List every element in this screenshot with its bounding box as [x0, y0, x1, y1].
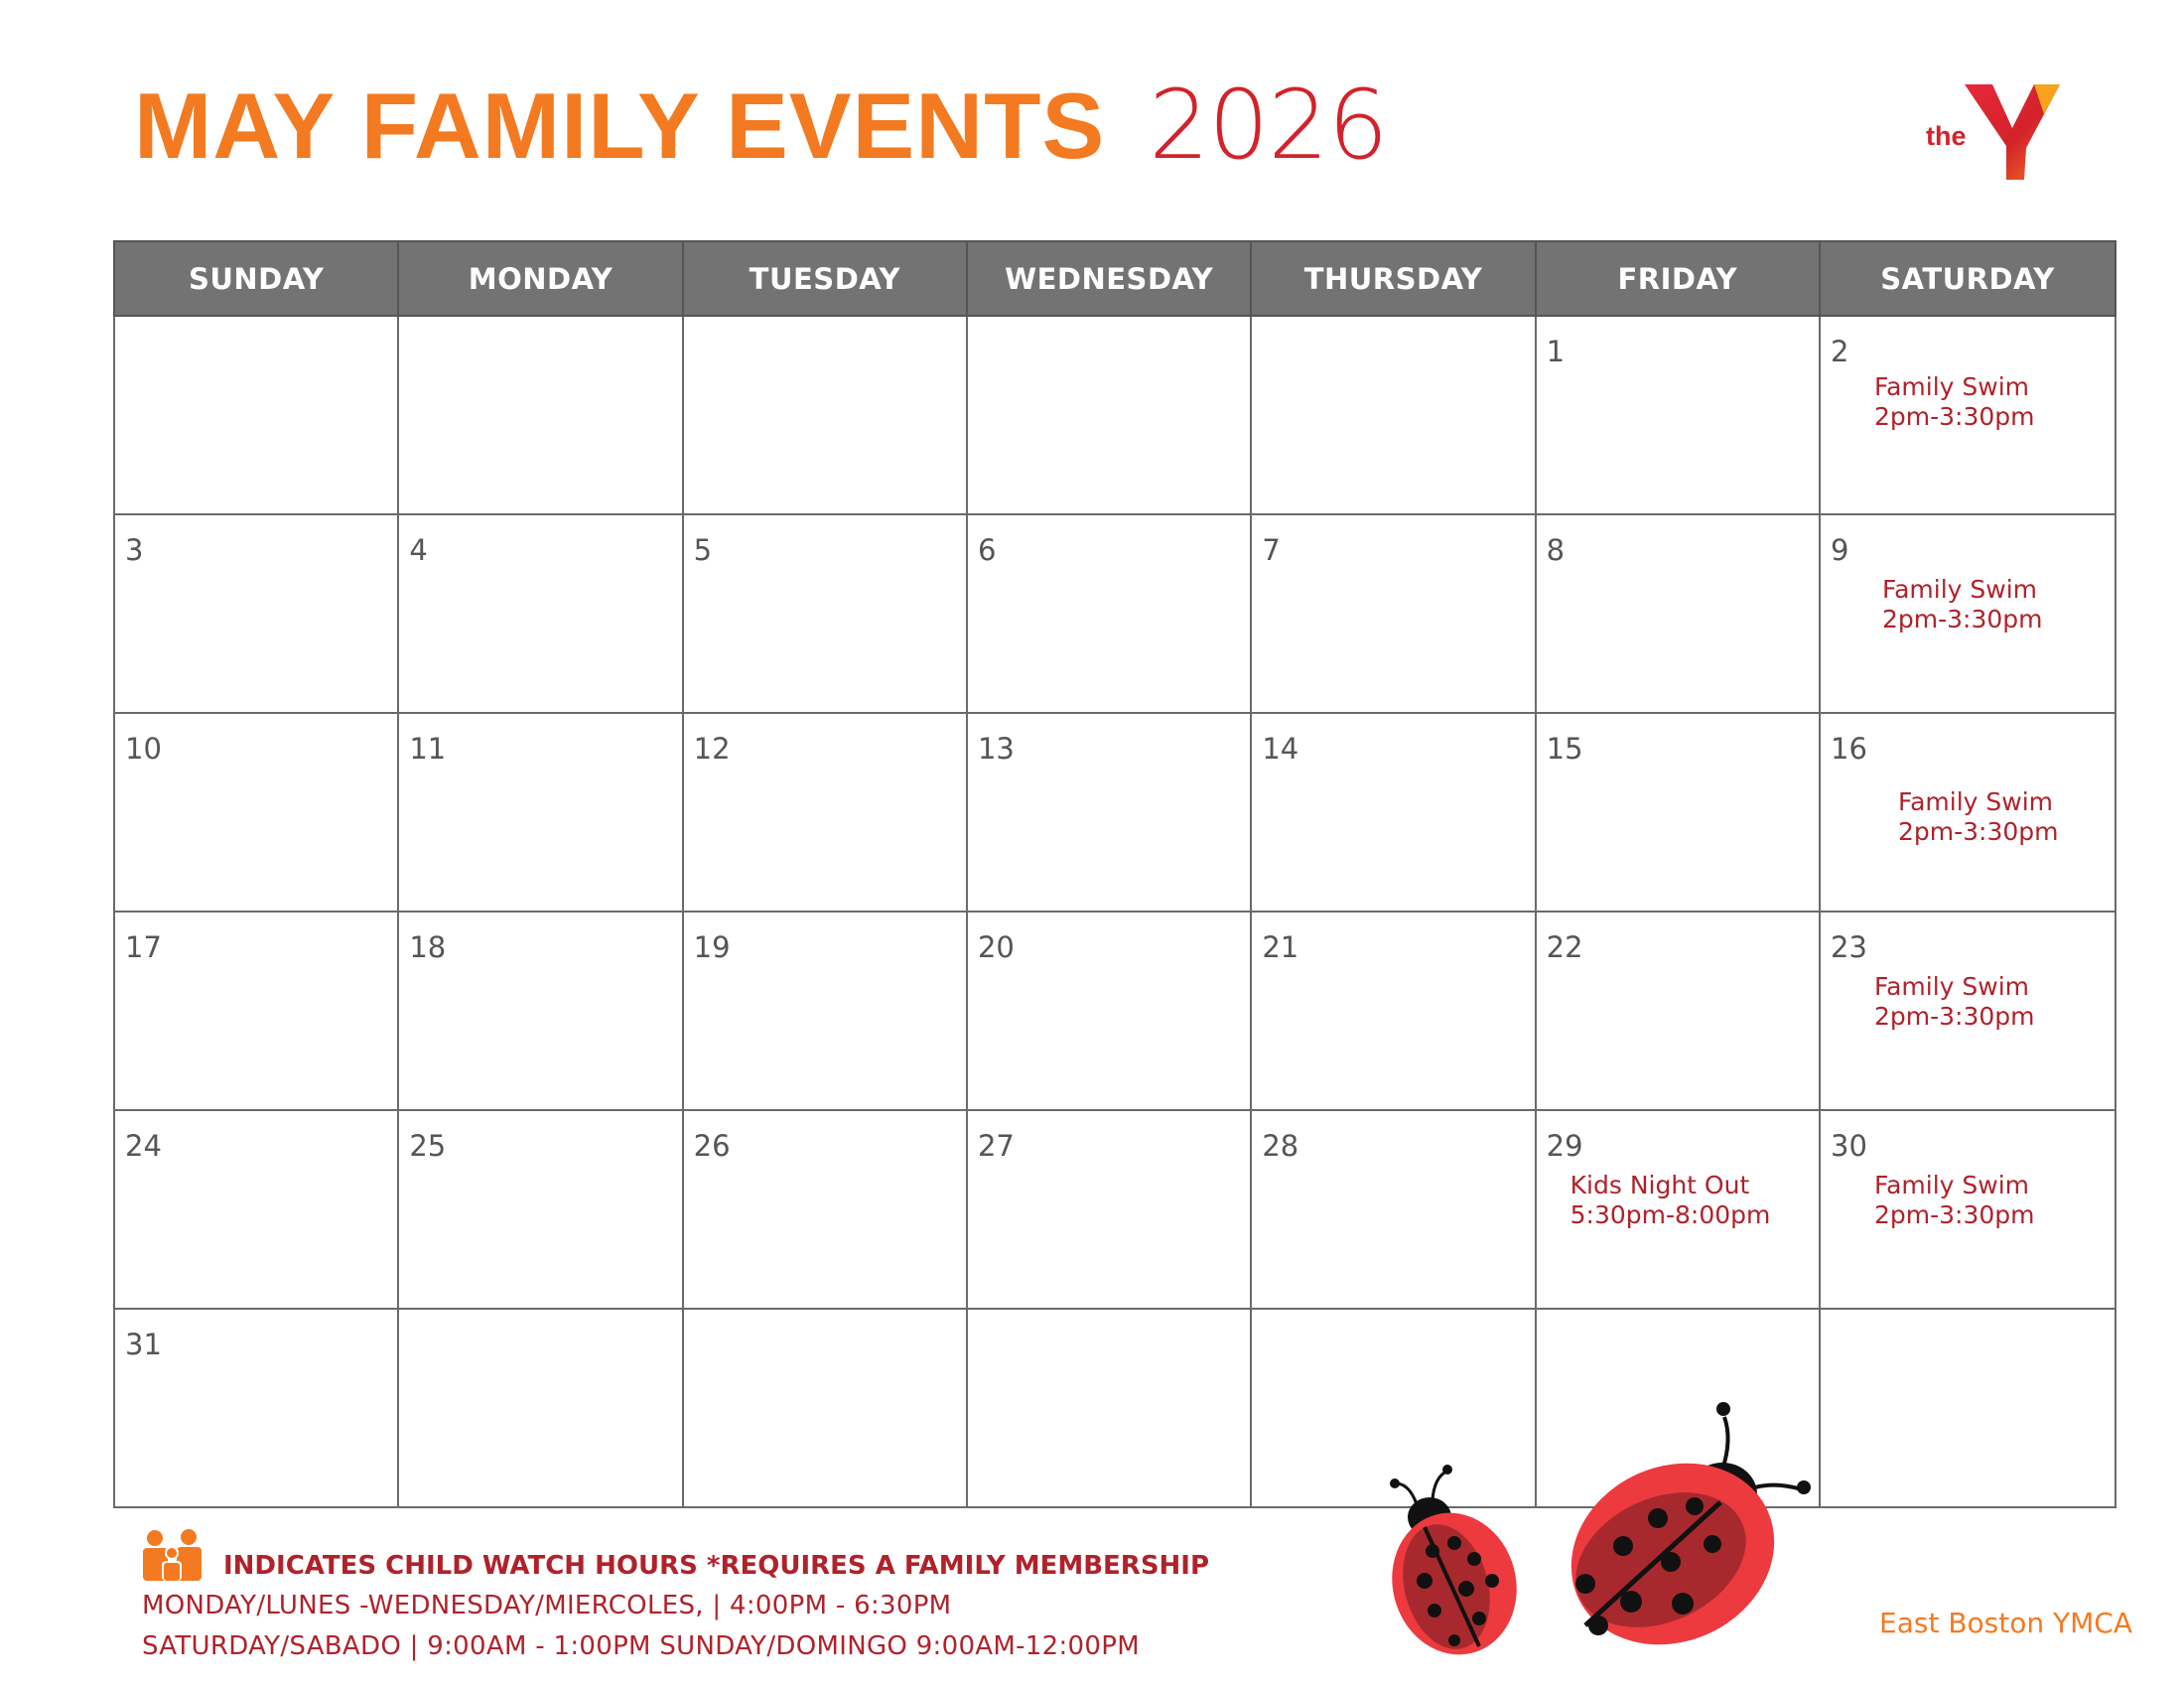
day-cell-14: [1251, 713, 1535, 912]
day-number: 30: [1831, 1129, 1867, 1163]
day-cell-21: [1251, 912, 1535, 1110]
day-cell-30: [1820, 1110, 2116, 1309]
event-name: Family Swim: [1882, 575, 2038, 604]
weekday-header-saturday: SATURDAY: [1820, 241, 2116, 316]
day-number: 3: [125, 533, 144, 567]
legend-weekend-hours: SATURDAY/SABADO | 9:00AM - 1:00PM SUNDAY/DOMINGO 9:00AM-12:00PM: [142, 1631, 1140, 1661]
legend-heading: INDICATES CHILD WATCH HOURS *REQUIRES A FAMILY MEMBERSHIP: [223, 1551, 1210, 1581]
event-time: 2pm-3:30pm: [1874, 1002, 2035, 1031]
event-name: Family Swim: [1874, 972, 2030, 1001]
title-year: 2026: [1149, 70, 1388, 181]
legend-weekday-hours: MONDAY/LUNES -WEDNESDAY/MIERCOLES, | 4:00PM - 6:30PM: [142, 1591, 952, 1620]
event-time: 2pm-3:30pm: [1898, 817, 2059, 846]
empty-day-cell: [398, 316, 682, 514]
day-number: 10: [125, 732, 162, 766]
day-cell-11: [398, 713, 682, 912]
empty-day-cell: [398, 1309, 682, 1507]
event-time: 2pm-3:30pm: [1882, 605, 2043, 633]
empty-day-cell: [683, 316, 967, 514]
empty-day-cell: [1820, 1309, 2116, 1507]
day-number: 28: [1262, 1129, 1299, 1163]
day-cell-20: [967, 912, 1251, 1110]
event-time: 2pm-3:30pm: [1874, 402, 2035, 431]
day-cell-8: [1536, 514, 1820, 713]
day-cell-7: [1251, 514, 1535, 713]
calendar-event: [1570, 1171, 1771, 1230]
event-name: Family Swim: [1874, 1171, 2030, 1199]
day-number: 4: [409, 533, 428, 567]
ymca-logo: [1921, 71, 2070, 191]
day-number: 11: [409, 732, 447, 766]
day-cell-18: [398, 912, 682, 1110]
day-number: 26: [693, 1129, 731, 1163]
calendar-event: [1898, 787, 2059, 847]
event-time: 2pm-3:30pm: [1874, 1200, 2035, 1229]
day-number: 24: [125, 1129, 162, 1163]
empty-day-cell: [114, 316, 398, 514]
calendar-week-row: [114, 912, 2116, 1110]
day-number: 6: [977, 533, 997, 567]
day-number: 25: [409, 1129, 447, 1163]
y-logo-icon: [1963, 76, 2062, 186]
day-cell-13: [967, 713, 1251, 912]
weekday-header-sunday: SUNDAY: [114, 241, 398, 316]
day-number: 1: [1546, 335, 1566, 368]
weekday-header-tuesday: TUESDAY: [683, 241, 967, 316]
day-number: 31: [125, 1328, 162, 1361]
calendar-event: [1882, 575, 2043, 634]
branch-name: East Boston YMCA: [1879, 1607, 2132, 1639]
day-cell-27: [967, 1110, 1251, 1309]
day-cell-17: [114, 912, 398, 1110]
event-time: 5:30pm-8:00pm: [1570, 1200, 1771, 1229]
day-cell-22: [1536, 912, 1820, 1110]
day-cell-26: [683, 1110, 967, 1309]
day-number: 12: [693, 732, 731, 766]
calendar-week-row: [114, 316, 2116, 514]
weekday-header-monday: MONDAY: [398, 241, 682, 316]
weekday-header-thursday: THURSDAY: [1251, 241, 1535, 316]
weekday-header-friday: FRIDAY: [1536, 241, 1820, 316]
day-cell-31: [114, 1309, 398, 1507]
calendar-event: [1874, 372, 2035, 432]
day-cell-10: [114, 713, 398, 912]
day-cell-1: [1536, 316, 1820, 514]
ladybug-large-illustration: [1554, 1395, 1822, 1663]
day-cell-25: [398, 1110, 682, 1309]
day-number: 2: [1831, 335, 1849, 368]
day-number: 22: [1546, 930, 1583, 964]
weekday-header-wednesday: WEDNESDAY: [967, 241, 1251, 316]
day-cell-3: [114, 514, 398, 713]
page-title: [134, 70, 1388, 189]
day-number: 19: [693, 930, 731, 964]
day-number: 5: [693, 533, 713, 567]
day-cell-28: [1251, 1110, 1535, 1309]
empty-day-cell: [1251, 316, 1535, 514]
day-cell-6: [967, 514, 1251, 713]
day-number: 8: [1546, 533, 1566, 567]
empty-day-cell: [967, 316, 1251, 514]
day-cell-2: [1820, 316, 2116, 514]
empty-day-cell: [967, 1309, 1251, 1507]
calendar-week-row: [114, 514, 2116, 713]
day-cell-5: [683, 514, 967, 713]
event-name: Family Swim: [1874, 372, 2030, 401]
day-number: 21: [1262, 930, 1299, 964]
weekday-header-row: [114, 241, 2116, 316]
day-number: 17: [125, 930, 162, 964]
day-cell-24: [114, 1110, 398, 1309]
ladybug-small-illustration: [1355, 1460, 1524, 1658]
empty-day-cell: [683, 1309, 967, 1507]
day-number: 9: [1831, 533, 1849, 567]
day-number: 15: [1546, 732, 1583, 766]
day-number: 16: [1831, 732, 1867, 766]
day-cell-4: [398, 514, 682, 713]
calendar-week-row: [114, 713, 2116, 912]
event-name: Kids Night Out: [1570, 1171, 1750, 1199]
family-icon: [142, 1529, 205, 1581]
day-number: 13: [977, 732, 1015, 766]
day-cell-12: [683, 713, 967, 912]
day-cell-9: [1820, 514, 2116, 713]
day-cell-16: [1820, 713, 2116, 912]
day-number: 23: [1831, 930, 1867, 964]
event-name: Family Swim: [1898, 787, 2054, 816]
calendar-grid: [113, 240, 2116, 1508]
day-number: 14: [1262, 732, 1299, 766]
logo-the-text: the: [1926, 121, 1967, 151]
title-text: MAY FAMILY EVENTS: [134, 73, 1106, 178]
day-number: 18: [409, 930, 447, 964]
day-number: 20: [977, 930, 1015, 964]
day-number: 27: [977, 1129, 1015, 1163]
day-number: 7: [1262, 533, 1281, 567]
calendar-event: [1874, 972, 2035, 1032]
day-cell-29: [1536, 1110, 1820, 1309]
day-cell-23: [1820, 912, 2116, 1110]
day-cell-19: [683, 912, 967, 1110]
calendar-week-row: [114, 1110, 2116, 1309]
calendar-event: [1874, 1171, 2035, 1230]
day-cell-15: [1536, 713, 1820, 912]
day-number: 29: [1546, 1129, 1583, 1163]
